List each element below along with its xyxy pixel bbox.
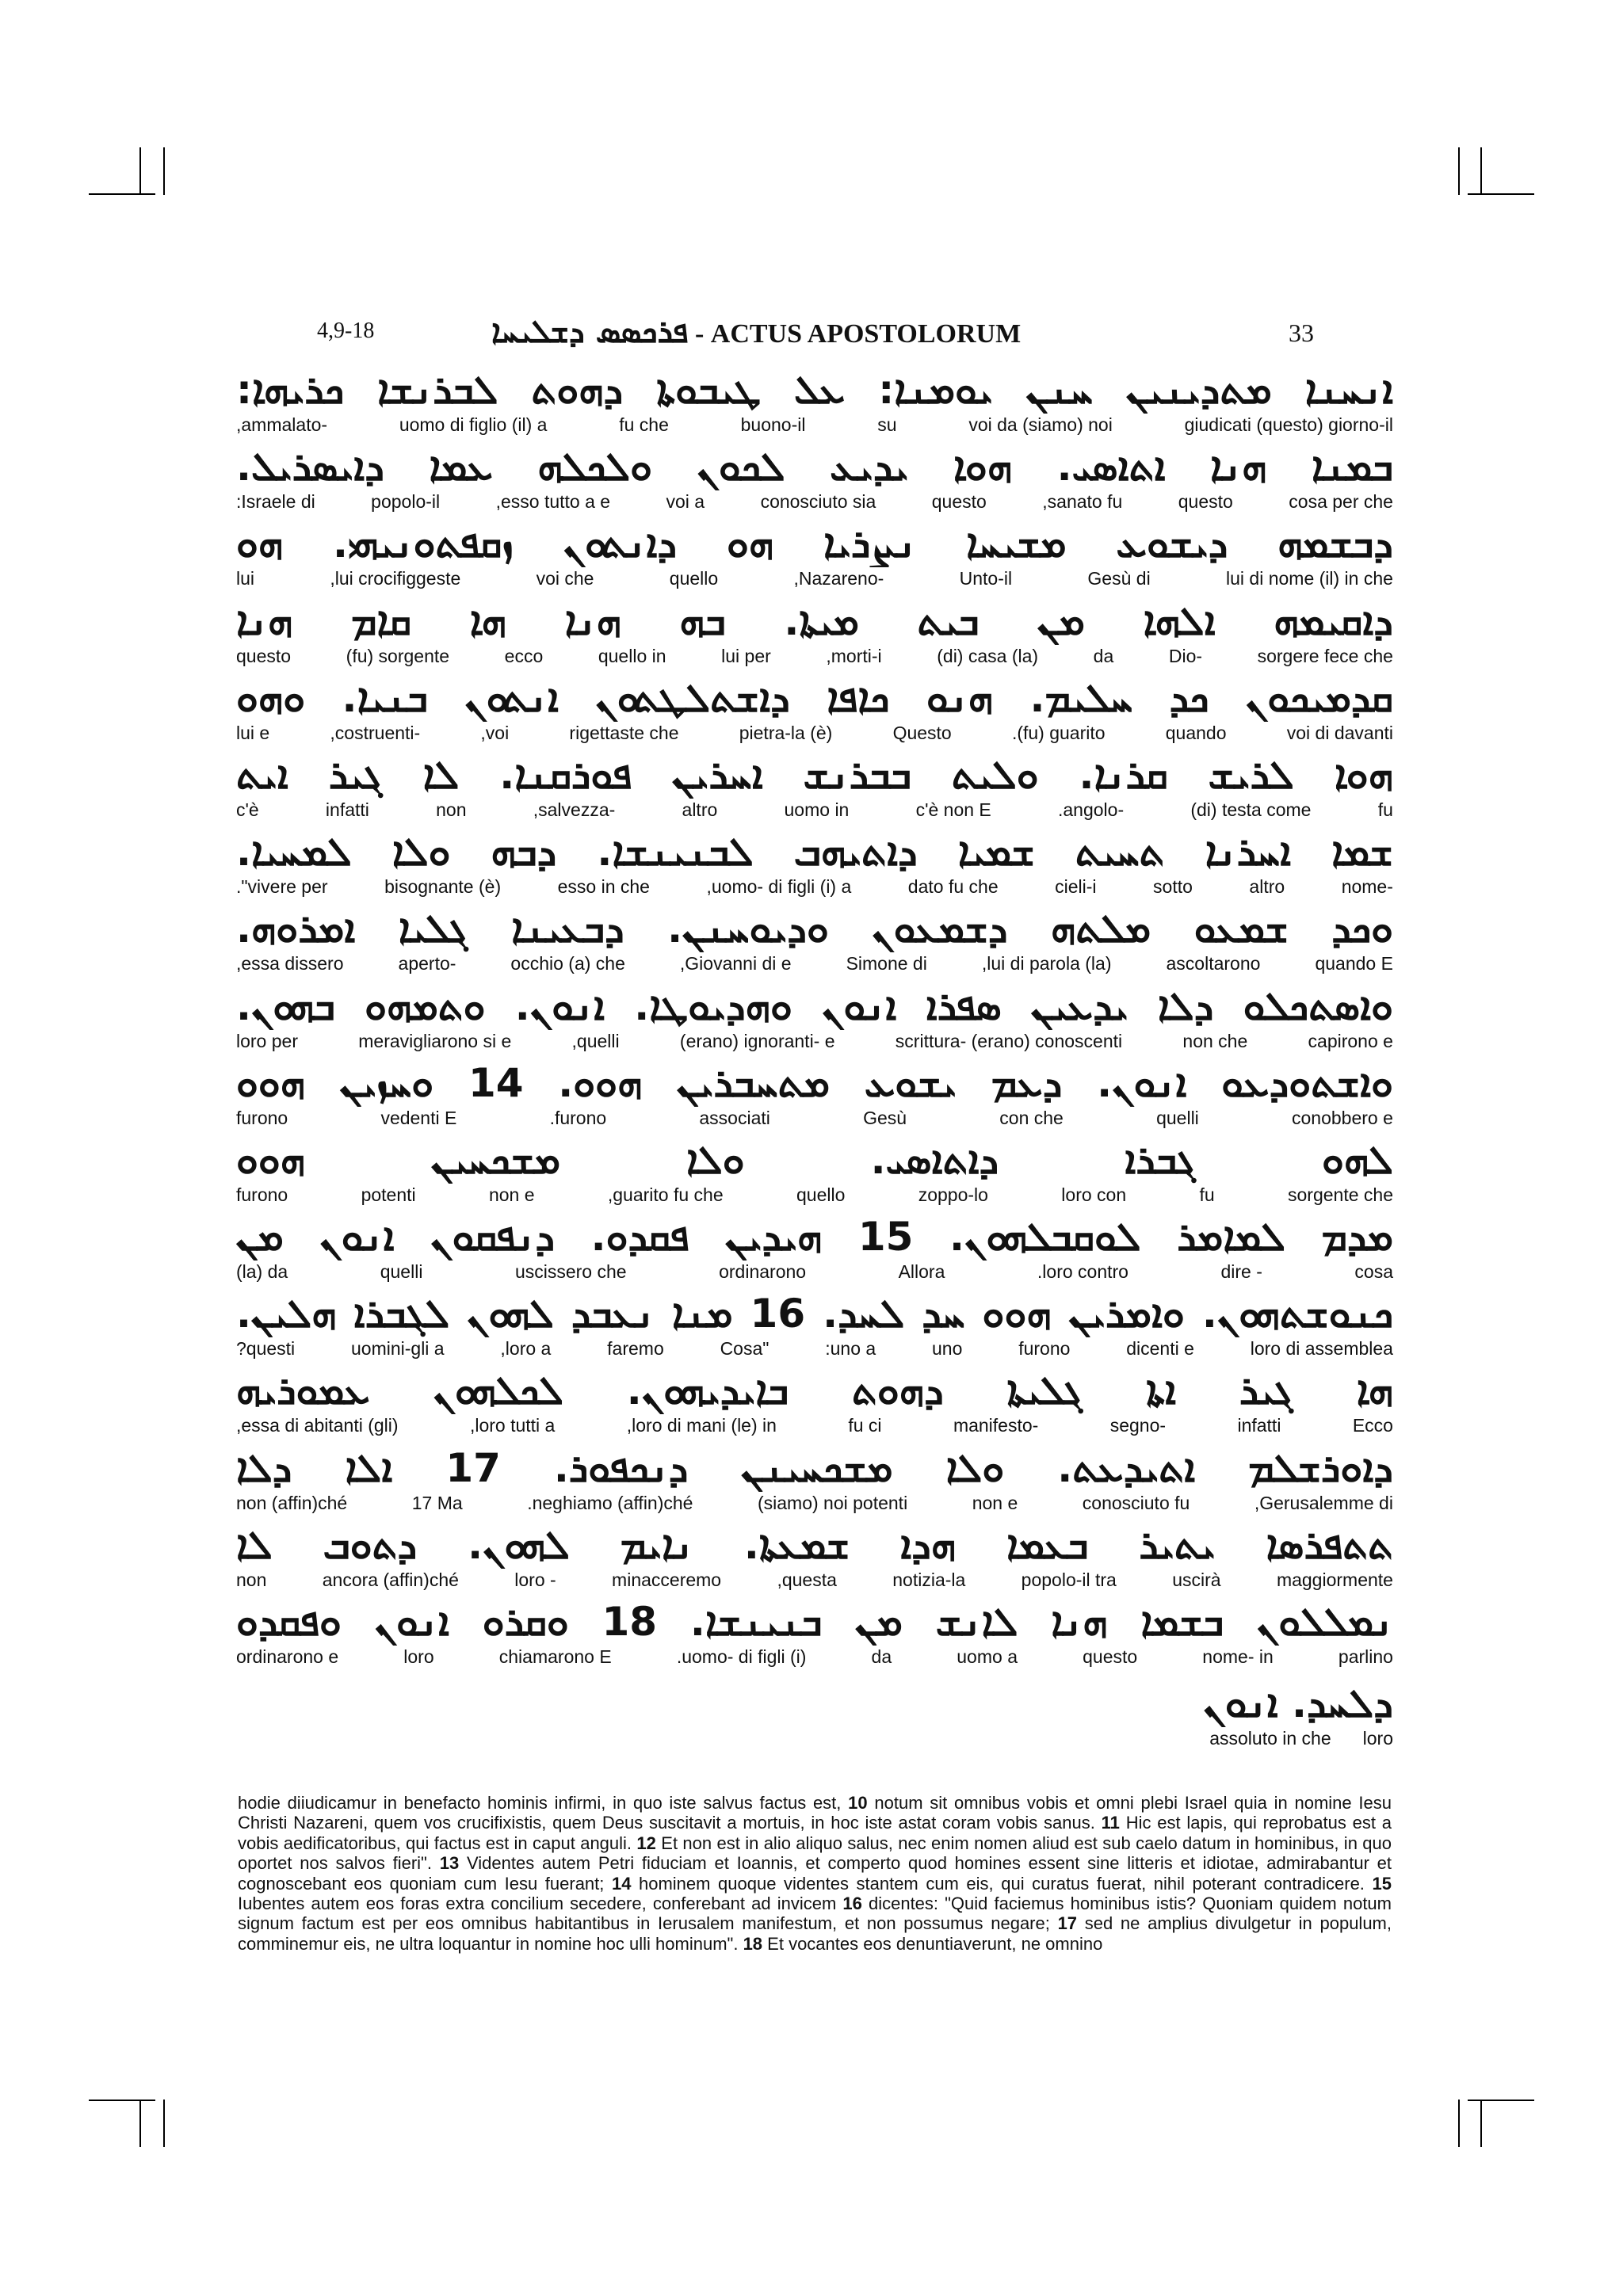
gloss-word: cieli-i (1055, 876, 1097, 898)
gloss-word: non che (1182, 1030, 1248, 1051)
gloss-word: da (871, 1646, 892, 1667)
gloss-word: questo (1083, 1646, 1138, 1667)
gloss-word: ,questa (777, 1569, 837, 1590)
gloss-word: .angolo- (1058, 799, 1125, 820)
gloss-word: dicenti e (1126, 1338, 1194, 1360)
gloss-word: ,loro di mani (le) in (626, 1415, 777, 1436)
gloss-word: ordinarono (719, 1261, 807, 1283)
gloss-line (236, 1569, 1393, 1591)
latin-translation (238, 1793, 1392, 1954)
latin-text: hominem quoque videntes stantem cum eis, qui curatus fuerat, nihil poterant contradicere. (639, 1873, 1365, 1894)
crop-mark (163, 2100, 165, 2147)
gloss-word: sorgere fece che (1257, 645, 1393, 666)
gloss-word: fu (1199, 1184, 1215, 1205)
interlinear-line (236, 443, 1393, 520)
gloss-word: giudicati (questo) giorno-il (1184, 414, 1393, 435)
syriac-line: ܘܐܫܬܘܕܥܘ ܐܢܘܢ. ܕܥܡ ܝܫܘܥ ܡܬܚܒܪܝܢ ܗܘܘ. 14 ܘܚܙܝܢ ܗܘܘ (236, 1059, 1393, 1106)
gloss-line (236, 799, 1393, 821)
gloss-word: parlino (1338, 1646, 1393, 1667)
interlinear-line (236, 1213, 1393, 1290)
gloss-word: :Israele di (236, 491, 315, 513)
gloss-word: fu (1377, 799, 1393, 820)
gloss-word: uomini-gli a (350, 1338, 445, 1360)
gloss-word: questo (931, 491, 987, 513)
gloss-word: quelli (1156, 1107, 1199, 1128)
gloss-word: lui di nome (il) in che (1226, 568, 1393, 589)
syriac-line: ܘܟܕ ܫܡܥܘ ܡܠܬܗ ܕܫܡܥܘܢ ܘܕܝܘܚܢܢ. ܕܒܥܝܢܐ ܓܠܝܐ ܐܡܪܘܗ. (236, 906, 1393, 952)
latin-text: Iubentes autem eos foras extra concilium secedere, conferebant ad invicem (238, 1894, 837, 1914)
gloss-word: uno (932, 1338, 963, 1360)
gloss-line (236, 1107, 1393, 1129)
verse-number: 14 (611, 1873, 632, 1894)
gloss-word: loro - (514, 1569, 556, 1590)
gloss-word: quello (669, 568, 719, 589)
gloss-word: Simone di (846, 953, 927, 974)
gloss-line (236, 952, 1393, 974)
syriac-line: ܘܐܣܬܟܠܘ ܕܠܐ ܝܕܥܝܢ ܣܦܪܐ ܐܢܘܢ ܘܗܕܝܘܛܐ. ܐܢܘܢ. ܘܬܡܗܘ ܒܗܘܢ. (236, 982, 1393, 1029)
gloss-word: quello (796, 1184, 846, 1205)
gloss-word: loro con (1061, 1184, 1127, 1205)
syriac-line: ܐܢܚܢܐ ܡܬܕܝܢܝܢ ܚܢܢ ܝܘܡܢܐ: ܥܠ ܛܝܒܘܬܐ ܕܗܘܬ ܠܒܪܢܫܐ ܟܪܝܗܐ: (236, 367, 1393, 413)
gloss-word: vedenti E (380, 1107, 457, 1128)
gloss-word: uomo in (784, 799, 850, 820)
gloss-word: cosa per che (1289, 491, 1393, 513)
gloss-word: ,lui crocifiggeste (330, 568, 461, 589)
gloss-word: notizia-la (892, 1569, 966, 1590)
gloss-word: dire - (1220, 1261, 1262, 1283)
gloss-word: ,lui di parola (la) (981, 953, 1112, 974)
gloss-word: potenti (361, 1184, 416, 1205)
gloss-word: infatti (325, 799, 369, 820)
interlinear-line (236, 1444, 1393, 1521)
verse-number: 15 (1372, 1873, 1392, 1894)
gloss-word: conobbero e (1292, 1107, 1393, 1128)
gloss-word: ordinarono e (236, 1646, 339, 1667)
gloss-word: ,sanato fu (1042, 491, 1123, 513)
syriac-line: ܢܡܠܠܘܢ ܒܫܡܐ ܗܢܐ ܠܐܢܫ ܡܢ ܒܢܝܢܫܐ. 18 ܘܩܪܘ ܐܢܘܢ ܘܦܩܕܘ (236, 1599, 1393, 1645)
interlinear-text (236, 366, 1393, 1675)
gloss-word: ,essa dissero (236, 953, 344, 974)
gloss-word: nome- in (1202, 1646, 1274, 1667)
gloss-word: Unto-il (959, 568, 1013, 589)
syriac-line: ܗܘܐ ܠܪܝܫ ܩܪܢܐ. ܘܠܝܬ ܒܒܪܢܫ ܐܚܪܝܢ ܦܘܪܩܢܐ. ܠܐ ܓܝܪ ܐܝܬ (236, 751, 1393, 798)
gloss-word: .loro contro (1037, 1261, 1128, 1283)
gloss-line (236, 414, 1393, 436)
crop-mark (89, 2100, 155, 2101)
interlinear-final-line (1125, 1680, 1393, 1751)
syriac-line: ܩܕܡܝܟܘܢ ܟܕ ܚܠܝܡ. ܗܢܘ ܟܐܦܐ ܕܐܫܬܠܛܬܘܢ ܐܢܬܘܢ ܒܢܝܐ. ܘܗܘ (236, 674, 1393, 721)
crop-mark (1458, 2100, 1460, 2147)
gloss-word: ,guarito fu che (607, 1184, 724, 1205)
latin-title: - ACTUS APOSTOLORUM (694, 319, 1022, 349)
gloss-word: (di) casa (la) (937, 645, 1039, 666)
gloss-word: ascoltarono (1166, 953, 1261, 974)
gloss-word: occhio (a) che (510, 953, 625, 974)
gloss-word: questo (1178, 491, 1233, 513)
interlinear-line (236, 1059, 1393, 1136)
gloss-word: infatti (1237, 1415, 1281, 1436)
syriac-line: ܕܒܫܡܗ ܕܝܫܘܥ ܡܫܝܚܐ ܢܨܪܝܐ ܗܘ ܕܐܢܬܘܢ ܙܩܦܬܘܢܝܗܝ. ܗܘ (236, 521, 1393, 567)
gloss-word: ,voi (480, 722, 510, 743)
verse-number: 17 (1057, 1913, 1078, 1934)
gloss-line (236, 1492, 1393, 1514)
syriac-title: ܦܪܟܣܣ ܕܫܠܝܚܐ (491, 314, 689, 350)
gloss-word: voi da (siamo) noi (968, 414, 1113, 435)
gloss-word: altro (1249, 876, 1285, 898)
interlinear-line (236, 828, 1393, 905)
syriac-line: ܒܡܢܐ ܗܢܐ ܐܬܐܣܝ. ܗܘܐ ܝܕܝܥ ܠܟܘܢ ܘܠܟܠܗ ܥܡܐ ܕܐܝܣܪܝܠ. (236, 444, 1393, 490)
gloss-word: voi che (536, 568, 594, 589)
gloss-word: ecco (504, 645, 544, 666)
gloss-word: ,essa di abitanti (gli) (236, 1415, 399, 1436)
latin-text: hodie diiudicamur in benefacto hominis infirmi, in quo iste salvus factus est, (238, 1793, 842, 1813)
page-number: 33 (1289, 318, 1314, 347)
gloss-word: assoluto in che (1209, 1728, 1331, 1749)
gloss-word: questo (236, 645, 292, 666)
gloss-word: c'è (236, 799, 259, 820)
gloss-word: ,Nazareno- (793, 568, 884, 589)
verse-number: 12 (636, 1833, 656, 1853)
syriac-line: ܕܐܩܝܡܗ ܐܠܗܐ ܡܢ ܒܝܬ ܡܝܬܐ. ܒܗ ܗܢܐ ܗܐ ܩܐܡ ܗܢܐ (236, 597, 1393, 644)
gloss-word: non (436, 799, 467, 820)
latin-text: Videntes autem Petri fiduciam et Ioannis, et comperto quod homines essent sine litteris et idiotae, admirabantur et cognoscebant eos quoniam cum Iesu fuerant; (238, 1853, 1392, 1894)
gloss-line (236, 1030, 1393, 1052)
syriac-line: ܬܬܦܪܣܐ ܝܬܝܪ ܒܥܡܐ ܗܕܐ ܫܡܥܬܐ. ܢܐܝܡ ܠܗܘܢ. ܕܬܘܒ ܠܐ (236, 1521, 1393, 1568)
gloss-word: capirono e (1308, 1030, 1393, 1051)
gloss-word: ."vivere per (236, 876, 328, 898)
gloss-word: non (236, 1569, 267, 1590)
gloss-word: Allora (898, 1261, 945, 1283)
interlinear-line (236, 905, 1393, 982)
gloss-word: lui per (721, 645, 771, 666)
gloss-line (236, 567, 1393, 589)
gloss-word: ,costruenti- (330, 722, 421, 743)
interlinear-line (236, 751, 1393, 828)
syriac-line: ܗܐ ܓܝܪ ܐܬܐ ܓܠܝܬܐ ܕܗܘܬ ܒܐܝܕܝܗܘܢ. ܠܟܠܗܘܢ ܥܡܘܪܝܗ (236, 1367, 1393, 1414)
gloss-word: furono (1018, 1338, 1071, 1360)
crop-mark (89, 193, 155, 195)
gloss-word: fu che (619, 414, 669, 435)
gloss-word: (di) testa come (1190, 799, 1312, 820)
gloss-word: conosciuto fu (1082, 1492, 1190, 1513)
syriac-line: ܟܢܘܫܬܗܘܢ. ܘܐܡܪܝܢ ܗܘܘ ܚܕ ܠܚܕ. 16 ܡܢܐ ܢܥܒܕ ܠܗܘܢ ܠܓܒܪܐ ܗܠܝܢ. (236, 1291, 1393, 1337)
interlinear-line (236, 1521, 1393, 1598)
gloss-word: rigettaste che (569, 722, 679, 743)
gloss-line (236, 722, 1393, 744)
gloss-word: segno- (1109, 1415, 1167, 1436)
gloss-word: Cosa" (720, 1338, 769, 1360)
gloss-word: con che (999, 1107, 1064, 1128)
interlinear-line (236, 1367, 1393, 1444)
latin-text: dicentes: "Quid faciemus hominibus istis? Quoniam quidem notum signum factum est per eos omnibus habitantibus in Ierusalem manifestum, et non possumus negare; (238, 1894, 1392, 1934)
gloss-word: meravigliarono si e (358, 1030, 512, 1051)
gloss-line (236, 645, 1393, 667)
interlinear-line (236, 674, 1393, 751)
gloss-word: minacceremo (612, 1569, 722, 1590)
gloss-word: :uno a (825, 1338, 876, 1360)
gloss-word: non e (488, 1184, 535, 1205)
gloss-word: uscirà (1172, 1569, 1221, 1590)
gloss-word: sorgente che (1288, 1184, 1393, 1205)
gloss-word: aperto- (398, 953, 456, 974)
crop-mark (1468, 193, 1534, 195)
gloss-word: popolo-il (371, 491, 441, 513)
crop-mark (1458, 147, 1460, 195)
gloss-word: altro (682, 799, 718, 820)
gloss-word: uomo a (957, 1646, 1018, 1667)
gloss-line (236, 875, 1393, 898)
gloss-word: sotto (1153, 876, 1193, 898)
verse-number: 18 (743, 1933, 763, 1954)
gloss-word: .(fu) guarito (1011, 722, 1106, 743)
gloss-word: maggiormente (1276, 1569, 1393, 1590)
crop-mark (1480, 2100, 1482, 2147)
gloss-word: dato fu che (907, 876, 999, 898)
interlinear-line (236, 1598, 1393, 1675)
gloss-line (236, 490, 1393, 513)
gloss-word: (siamo) noi potenti (757, 1492, 908, 1513)
gloss-word: quelli (380, 1261, 423, 1283)
gloss-line (1125, 1727, 1393, 1749)
interlinear-line (236, 1136, 1393, 1213)
gloss-word: c'è non E (915, 799, 991, 820)
interlinear-line (236, 982, 1393, 1059)
verse-number: 10 (848, 1793, 868, 1813)
gloss-word: Questo (892, 722, 952, 743)
latin-text: notum sit omnibus vobis et omni plebi Israel quia in nomine Iesu Christi Nazareni, quem vos crucifixistis, quem Deus suscitavit a mortuis, in hoc iste astat coram vobis sanus. (238, 1793, 1392, 1833)
crop-mark (1480, 147, 1482, 195)
chapter-verse-ref: 4,9-18 (317, 318, 375, 343)
interlinear-line (236, 1290, 1393, 1367)
gloss-word: su (877, 414, 897, 435)
gloss-word: cosa (1354, 1261, 1393, 1283)
gloss-word: ,loro tutti a (469, 1415, 556, 1436)
verse-number: 11 (1101, 1813, 1120, 1833)
gloss-word: ,esso tutto a e (495, 491, 611, 513)
gloss-word: fu ci (848, 1415, 882, 1436)
gloss-word: ancora (affin)ché (322, 1569, 459, 1590)
gloss-word: zoppo-lo (918, 1184, 988, 1205)
latin-text: Hic est lapis, qui reprobatus est a vobis aedificatoribus, qui factus est in caput anguli. (238, 1813, 1392, 1853)
gloss-word: pietra-la (è) (739, 722, 833, 743)
gloss-word: chiamarono E (498, 1646, 612, 1667)
gloss-word: (la) da (236, 1261, 288, 1283)
gloss-word: da (1093, 645, 1114, 666)
gloss-word: bisognante (è) (384, 876, 502, 898)
gloss-word: furono (236, 1184, 288, 1205)
verse-number: 13 (439, 1853, 460, 1874)
syriac-line: ܕܐܘܪܫܠܡ ܐܬܝܕܥܬ. ܘܠܐ ܡܫܟܚܝܢܢ ܕܢܟܦܘܪ. 17 ܐܠܐ ܕܠܐ (236, 1444, 1393, 1491)
gloss-word: loro (1362, 1728, 1393, 1749)
page-header (0, 314, 1623, 358)
interlinear-line (236, 366, 1393, 443)
gloss-word: ,salvezza- (533, 799, 616, 820)
gloss-word: quello in (598, 645, 666, 666)
gloss-word: (erano) ignoranti- e (679, 1030, 835, 1051)
gloss-word: buono-il (740, 414, 806, 435)
syriac-line: ܡܕܡ ܠܡܐܡܪ ܠܘܩܒܠܗܘܢ. 15 ܗܝܕܝܢ ܦܩܕܘ. ܕܢܦܩܘܢ ܐܢܘܢ ܡܢ (236, 1214, 1393, 1261)
crop-mark (139, 2100, 141, 2147)
crop-mark (163, 147, 165, 195)
interlinear-line (236, 520, 1393, 597)
gloss-word: nome- (1341, 876, 1393, 898)
gloss-word: ,quelli (571, 1030, 620, 1051)
gloss-word: Dio- (1168, 645, 1203, 666)
gloss-word: popolo-il tra (1021, 1569, 1117, 1590)
gloss-word: 17 Ma (411, 1492, 463, 1513)
gloss-word: lui (236, 568, 255, 589)
gloss-word: .furono (549, 1107, 607, 1128)
gloss-word: loro di assemblea (1250, 1338, 1393, 1360)
gloss-word: .neghiamo (affin)ché (527, 1492, 693, 1513)
gloss-line (236, 1337, 1393, 1360)
gloss-word: quando E (1315, 953, 1393, 974)
gloss-line (236, 1646, 1393, 1668)
gloss-word: ,morti-i (826, 645, 882, 666)
crop-mark (139, 147, 141, 195)
gloss-word: conosciuto sia (760, 491, 876, 513)
crop-mark (1468, 2100, 1534, 2101)
interlinear-line (236, 597, 1393, 674)
gloss-word: ,Giovanni di e (679, 953, 792, 974)
gloss-word: .uomo- di figli (i) (676, 1646, 807, 1667)
gloss-word: manifesto- (953, 1415, 1039, 1436)
gloss-word: (fu) sorgente (346, 645, 450, 666)
gloss-word: faremo (607, 1338, 664, 1360)
gloss-word: Ecco (1352, 1415, 1393, 1436)
gloss-word: ,Gerusalemme di (1254, 1492, 1393, 1513)
gloss-line (236, 1184, 1393, 1206)
gloss-word: quando (1165, 722, 1227, 743)
gloss-word: Gesù (863, 1107, 907, 1128)
gloss-word: ?questi (236, 1338, 296, 1360)
gloss-word: uomo di figlio (il) a (399, 414, 548, 435)
gloss-word: scrittura- (erano) conoscenti (895, 1030, 1123, 1051)
gloss-word: loro per (236, 1030, 298, 1051)
syriac-line: ܫܡܐ ܐܚܪܢܐ ܬܚܝܬ ܫܡܝܐ ܕܐܬܝܗܒ ܠܒܢܝܢܫܐ. ܕܒܗ ܘܠܐ ܠܡܚܝܐ. (236, 829, 1393, 875)
gloss-word: ,uomo- di figli (i) a (706, 876, 852, 898)
latin-text: Et non est in alio aliquo salus, nec enim nomen aliud est sub caelo datum in hominibus, in quo oportet nos salvos fieri". (238, 1833, 1392, 1874)
gloss-word: ,loro a (500, 1338, 552, 1360)
gloss-word: furono (236, 1107, 288, 1128)
gloss-word: non e (972, 1492, 1018, 1513)
gloss-word: lui e (236, 722, 270, 743)
gloss-word: Gesù di (1087, 568, 1151, 589)
running-title (491, 314, 1021, 350)
latin-text: Et vocantes eos denuntiaverunt, ne omnino (767, 1933, 1103, 1954)
gloss-word: esso in che (557, 876, 650, 898)
latin-text: sed ne amplius divulgetur in populum, comminemur eis, ne ultra loquantur in nomine hoc ulli hominum". (238, 1913, 1392, 1954)
gloss-word: voi a (666, 491, 705, 513)
gloss-word: ,ammalato- (236, 414, 328, 435)
gloss-line (236, 1414, 1393, 1436)
syriac-line: ܠܗܘ ܓܒܪܐ ܕܐܬܐܣܝ. ܘܠܐ ܡܫܟܚܝܢ ܗܘܘ (236, 1136, 1393, 1183)
gloss-word: uscissero che (514, 1261, 627, 1283)
gloss-line (236, 1261, 1393, 1283)
gloss-word: associati (699, 1107, 770, 1128)
verse-number: 16 (842, 1894, 862, 1914)
syriac-line: ܕܠܚܕ. ܐܢܘܢ (1203, 1680, 1393, 1726)
gloss-word: voi di davanti (1286, 722, 1393, 743)
gloss-word: non (affin)ché (236, 1492, 348, 1513)
gloss-word: loro (403, 1646, 434, 1667)
